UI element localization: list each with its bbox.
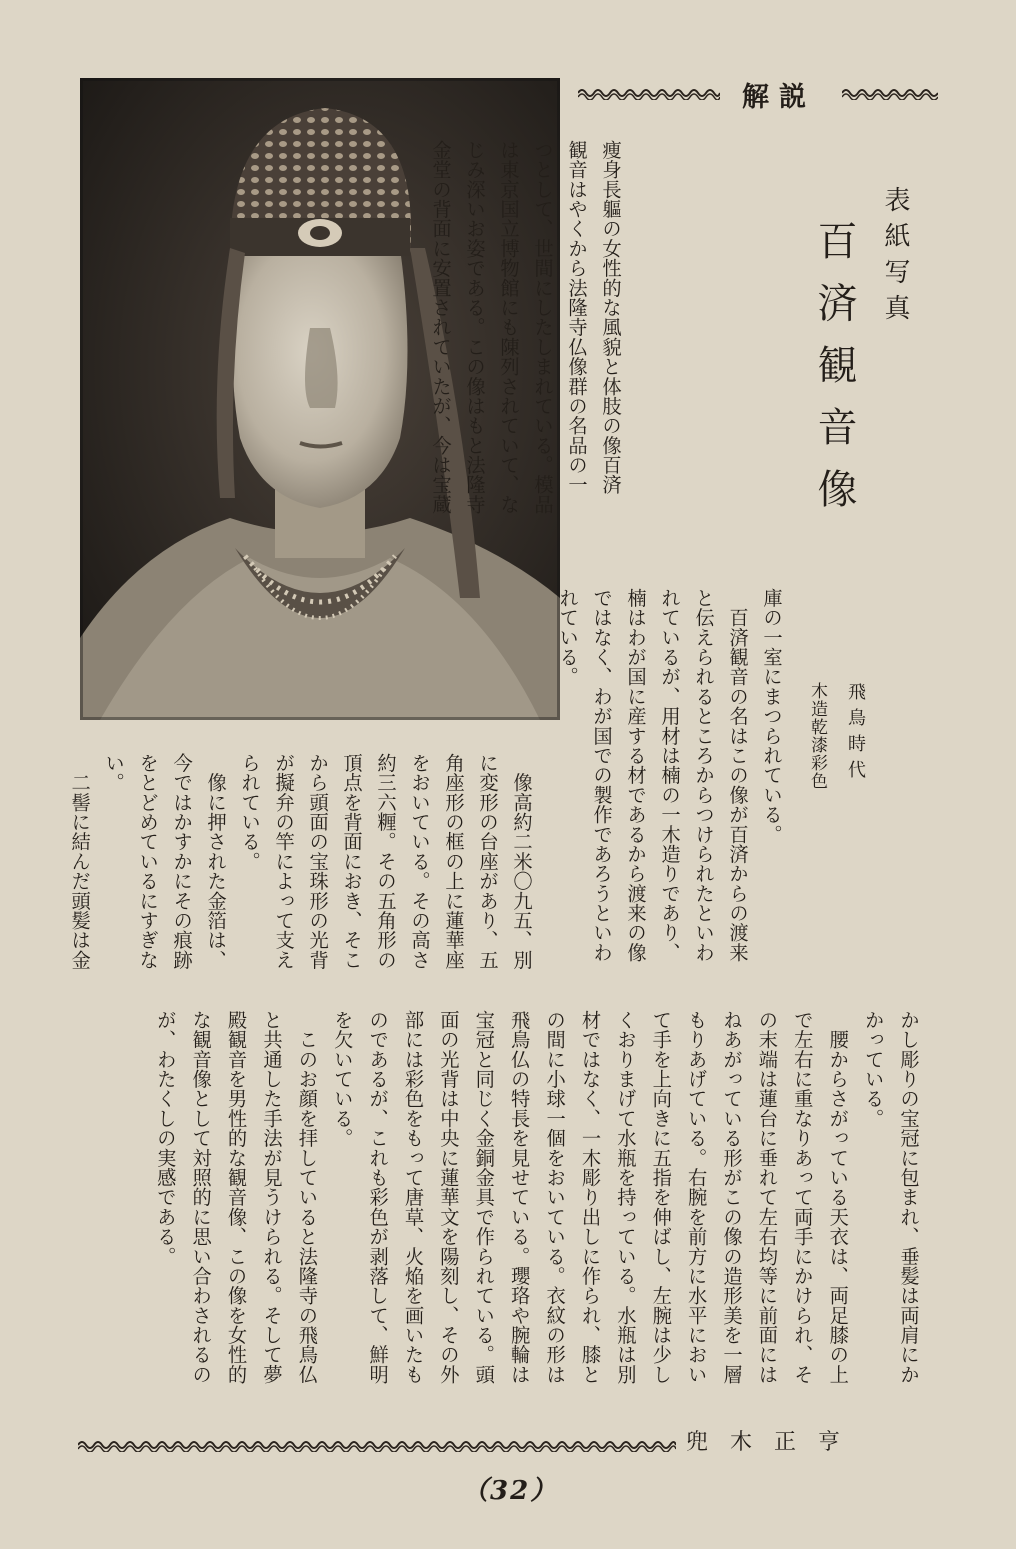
body-mid-left-line-4: をおいている。その高さ	[408, 753, 432, 970]
body-mid-right-line-4: れているが、用材は楠の一木造りであり、	[658, 588, 682, 963]
body-top-line-6: 金堂の背面に安置されていたが、今は宝蔵	[429, 140, 453, 515]
body-mid-right-line-6: ではなく、わが国での製作であろうといわ	[590, 588, 614, 963]
body-mid-left-line-6: 頂点を背面におき、そこ	[340, 753, 364, 970]
body-top-line-2: 観音はやくから法隆寺仏像群の名品の一	[565, 140, 589, 495]
body-mid-right-block	[543, 588, 781, 978]
body-top-line-3: つとして、世間にしたしまれている。模品	[531, 140, 555, 515]
body-bottom-line-4: で左右に重なりあって両手にかけられ、そ	[790, 1010, 814, 1385]
body-bottom-line-20: 殿観音を男性的な観音像、この像を女性的	[224, 1010, 248, 1385]
body-bottom-line-3: 腰からさがっている天衣は、両足膝の上	[826, 1010, 850, 1385]
body-bottom-line-16: のであるが、これも彩色が剥落して、鮮明	[366, 1010, 390, 1385]
body-bottom-line-10: 材ではなく、一木彫り出しに作られ、膝と	[578, 1010, 602, 1385]
body-bottom-line-12: 飛鳥仏の特長を見せている。瓔珞や腕輪は	[507, 1010, 531, 1385]
body-bottom-line-18: このお顔を拝していると法隆寺の飛鳥仏	[295, 1010, 319, 1385]
body-top-line-4: は東京国立博物館にも陳列されていて、な	[497, 140, 521, 515]
body-bottom-line-11: の間に小球一個をおいている。衣紋の形は	[543, 1010, 567, 1385]
body-mid-left-line-8: が擬弁の竿によって支え	[272, 753, 296, 970]
section-heading: 解説	[742, 82, 816, 113]
body-bottom-line-19: と共通した手法が見うけられる。そして夢	[259, 1010, 283, 1385]
statue-title: 百済観音像	[811, 220, 857, 530]
statue-material: 木造乾漆彩色	[807, 682, 827, 790]
body-bottom-line-5: の末端は蓮台に垂れて左右均等に前面には	[755, 1010, 779, 1385]
body-mid-left-line-5: 約三六糎。その五角形の	[374, 753, 398, 970]
body-bottom-line-6: ねあがっている形がこの像の造形美を一層	[720, 1010, 744, 1385]
body-top-line-5: じみ深いお姿である。この像はもと法隆寺	[463, 140, 487, 515]
author-name: 兜木正亨	[686, 1430, 863, 1455]
body-mid-left-line-12: をとどめているにすぎな	[136, 753, 160, 970]
wave-rule-bottom	[78, 1438, 676, 1452]
wave-rule-left	[578, 86, 720, 100]
body-mid-right-line-3: と伝えられるところからつけられたといわ	[692, 588, 716, 963]
body-bottom-line-8: て手を上向きに五指を伸ばし、左腕は少し	[649, 1010, 673, 1385]
body-mid-left-block	[55, 753, 531, 983]
body-bottom-line-7: もりあげている。右腕を前方に水平におい	[684, 1010, 708, 1385]
body-mid-right-line-1: 庫の一室にまつられている。	[760, 588, 783, 844]
body-mid-left-line-11: 今ではかすかにその痕跡	[170, 753, 194, 970]
body-bottom-line-21: な観音像として対照的に思い合わされるの	[189, 1010, 213, 1385]
cover-label: 表紙写真	[880, 186, 910, 330]
body-top-line-1: 痩身長軀の女性的な風貌と体肢の像百済	[599, 140, 622, 495]
body-bottom-line-22: が、わたくしの実感である。	[153, 1010, 177, 1266]
body-mid-left-line-3: 角座形の框の上に蓮華座	[442, 753, 466, 970]
body-mid-right-line-5: 楠はわが国に産する材であるから渡来の像	[624, 588, 648, 963]
page-number: （32）	[462, 1476, 559, 1506]
body-mid-left-line-1: 像高約二米〇九五、別	[510, 753, 533, 970]
body-bottom-line-9: くおりまげて水瓶を持っている。水瓶は別	[613, 1010, 637, 1385]
body-bottom-line-13: 宝冠と同じく金銅金具で作られている。頭	[472, 1010, 496, 1385]
body-bottom-line-15: 部には彩色をもって唐草、火焔を画いたも	[401, 1010, 425, 1385]
body-bottom-line-1: かし彫りの宝冠に包まれ、垂髪は両肩にか	[897, 1010, 920, 1385]
body-mid-left-line-14: 二髻に結んだ頭髪は金	[68, 753, 92, 970]
body-bottom-line-14: 面の光背は中央に蓮華文を陽刻し、その外	[436, 1010, 460, 1385]
body-bottom-block	[139, 1010, 918, 1400]
body-top-block	[416, 140, 620, 520]
body-bottom-line-17: を欠いている。	[330, 1010, 354, 1148]
body-mid-left-line-9: られている。	[238, 753, 262, 872]
body-mid-left-line-13: い。	[102, 753, 126, 793]
body-mid-left-line-10: 像に押された金箔は、	[204, 753, 228, 970]
body-mid-right-line-7: れている。	[556, 588, 580, 687]
body-mid-left-line-7: から頭面の宝珠形の光背	[306, 753, 330, 970]
body-mid-left-line-2: に変形の台座があり、五	[476, 753, 500, 970]
wave-rule-right	[842, 86, 938, 100]
statue-period: 飛鳥時代	[845, 682, 866, 786]
body-bottom-line-2: かっている。	[861, 1010, 885, 1129]
body-mid-right-line-2: 百済観音の名はこの像が百済からの渡来	[726, 588, 750, 963]
